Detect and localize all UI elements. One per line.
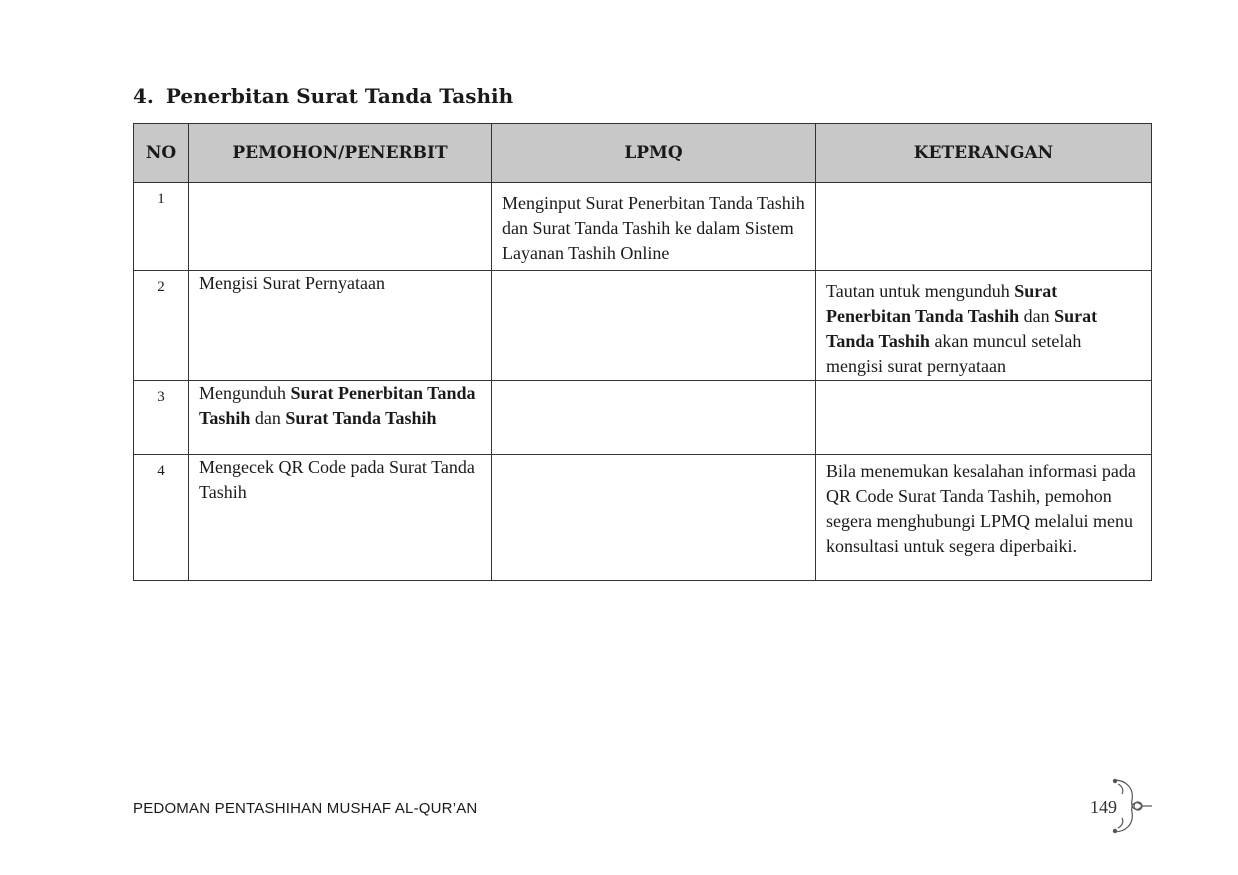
header-pemohon: PEMOHON/PENERBIT [189,124,492,183]
section-heading [133,84,513,108]
header-lpmq: LPMQ [492,124,816,183]
lpmq-cell [492,183,816,271]
section-title: Penerbitan Surat Tanda Tashih [165,84,514,108]
text-segment: Mengecek QR Code pada Surat Tanda Tashih [199,457,475,502]
pemohon-cell [189,271,492,381]
row-number: 4 [134,455,189,581]
header-no: NO [134,124,189,183]
text-segment: Tautan untuk mengunduh [826,281,1015,301]
lpmq-cell [492,455,816,581]
keterangan-cell [816,183,1152,271]
lpmq-text: Menginput Surat Penerbitan Tanda Tashih dan Surat Tanda Tashih ke dalam Sistem Layanan Tashih Online [502,193,805,263]
bold-text-segment: Surat Penerbitan Tanda Tashih [826,281,1058,326]
row-number: 2 [134,271,189,381]
footer-title: PEDOMAN PENTASHIHAN MUSHAF AL-QUR’AN [133,800,478,817]
pemohon-cell [189,183,492,271]
page-number: 149 [1090,797,1117,817]
lpmq-cell [492,271,816,381]
table-row [134,455,1152,581]
text-segment: Mengunduh [199,383,291,403]
table-header-row [134,124,1152,183]
section-number: 4. [133,84,154,108]
text-segment: dan [1019,306,1055,326]
text-segment: akan muncul setelah mengisi surat pernyataan [826,331,1082,376]
header-keterangan: KETERANGAN [816,124,1152,183]
keterangan-cell [816,381,1152,455]
pemohon-cell [189,455,492,581]
text-segment: Mengisi Surat Pernyataan [199,273,385,293]
pemohon-cell [189,381,492,455]
procedure-table [133,123,1152,581]
floral-ornament-icon [1108,776,1154,836]
table-row [134,271,1152,381]
text-segment: Bila menemukan kesalahan informasi pada QR Code Surat Tanda Tashih, pemohon segera menghubungi LPMQ melalui menu konsultasi untuk segera diperbaiki. [826,461,1136,556]
table-row [134,183,1152,271]
row-number: 3 [134,381,189,455]
keterangan-cell [816,271,1152,381]
table-row [134,381,1152,455]
row-number: 1 [134,183,189,271]
bold-text-segment: Surat Penerbitan Tanda Tashih [199,383,476,428]
bold-text-segment: Surat Tanda Tashih [285,408,437,428]
lpmq-cell [492,381,816,455]
bold-text-segment: Surat Tanda Tashih [826,306,1098,351]
keterangan-cell [816,455,1152,581]
text-segment: dan [250,408,286,428]
